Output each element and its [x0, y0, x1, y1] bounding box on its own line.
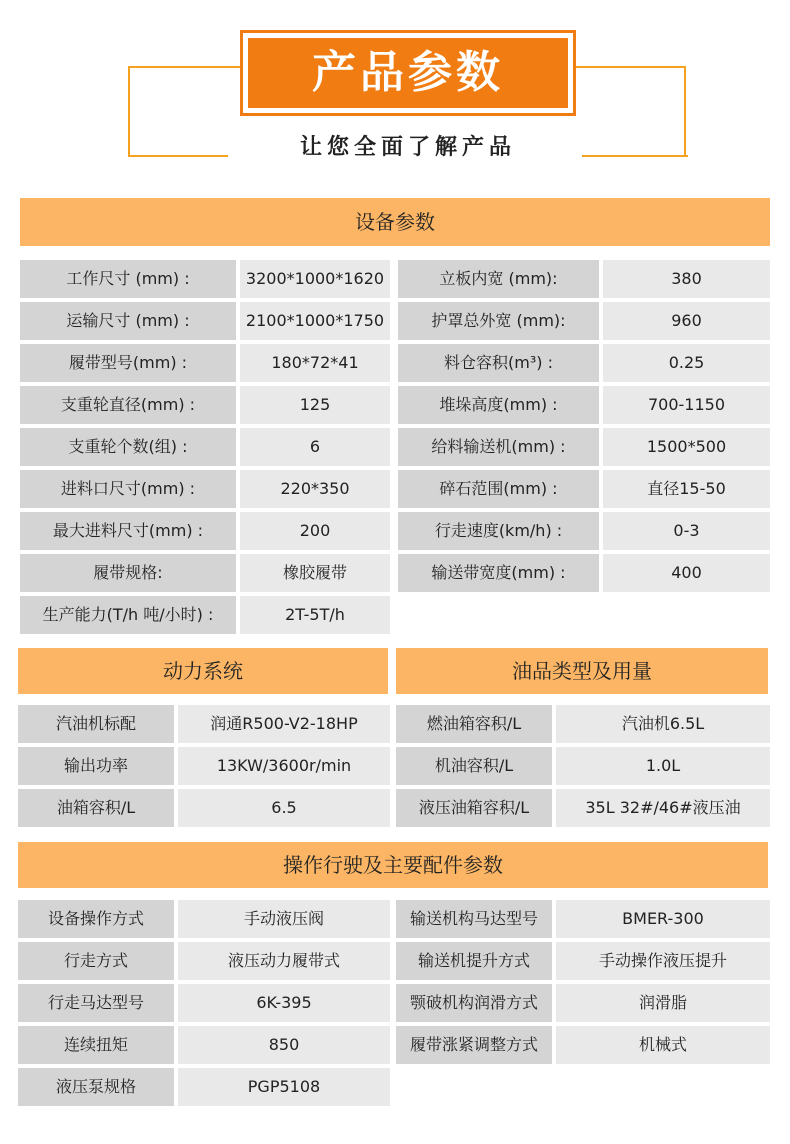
- table-value-cell: 220*350: [240, 470, 390, 508]
- table-label-cell: 机油容积/L: [396, 747, 552, 785]
- table-value-cell: 3200*1000*1620: [240, 260, 390, 298]
- table-label-cell: 运输尺寸 (mm) :: [20, 302, 236, 340]
- table-label-cell: 护罩总外宽 (mm):: [398, 302, 599, 340]
- table-value-cell: 手动液压阀: [178, 900, 390, 938]
- header-frame-left-bottom: [128, 155, 228, 157]
- table-label-cell: 料仓容积(m³) :: [398, 344, 599, 382]
- table-value-cell: 400: [603, 554, 770, 592]
- page-subtitle: 让您全面了解产品: [299, 135, 516, 160]
- table-label-cell: 输出功率: [18, 747, 174, 785]
- table-label-cell: 输送带宽度(mm) :: [398, 554, 599, 592]
- table-label-cell: 行走方式: [18, 942, 174, 980]
- table-value-cell: 700-1150: [603, 386, 770, 424]
- section-operation-title: 操作行驶及主要配件参数: [18, 842, 768, 888]
- header-frame-left: [128, 66, 240, 156]
- header-frame-right: [576, 66, 686, 156]
- table-label-cell: 液压油箱容积/L: [396, 789, 552, 827]
- table-value-cell: 200: [240, 512, 390, 550]
- table-value-cell: 润通R500-V2-18HP: [178, 705, 390, 743]
- table-value-cell: 橡胶履带: [240, 554, 390, 592]
- table-label-cell: 履带型号(mm) :: [20, 344, 236, 382]
- table-label-cell: 连续扭矩: [18, 1026, 174, 1064]
- table-value-cell: 125: [240, 386, 390, 424]
- table-value-cell: PGP5108: [178, 1068, 390, 1106]
- table-label-cell: 油箱容积/L: [18, 789, 174, 827]
- table-label-cell: 履带涨紧调整方式: [396, 1026, 552, 1064]
- table-label-cell: 进料口尺寸(mm) :: [20, 470, 236, 508]
- section-power-title: 动力系统: [18, 648, 388, 694]
- table-value-cell: 1.0L: [556, 747, 770, 785]
- table-label-cell: 堆垛高度(mm) :: [398, 386, 599, 424]
- table-label-cell: 支重轮直径(mm) :: [20, 386, 236, 424]
- table-value-cell: 180*72*41: [240, 344, 390, 382]
- section-oil-title: 油品类型及用量: [396, 648, 768, 694]
- table-label-cell: 输送机构马达型号: [396, 900, 552, 938]
- table-label-cell: 履带规格:: [20, 554, 236, 592]
- table-value-cell: 850: [178, 1026, 390, 1064]
- table-label-cell: 汽油机标配: [18, 705, 174, 743]
- table-label-cell: 工作尺寸 (mm) :: [20, 260, 236, 298]
- table-value-cell: 机械式: [556, 1026, 770, 1064]
- page-title: 产品参数: [248, 38, 568, 108]
- table-label-cell: 给料输送机(mm) :: [398, 428, 599, 466]
- table-value-cell: 960: [603, 302, 770, 340]
- table-value-cell: 0-3: [603, 512, 770, 550]
- table-label-cell: 液压泵规格: [18, 1068, 174, 1106]
- table-label-cell: 碎石范围(mm) :: [398, 470, 599, 508]
- table-value-cell: 6K-395: [178, 984, 390, 1022]
- table-value-cell: BMER-300: [556, 900, 770, 938]
- table-label-cell: 行走速度(km/h) :: [398, 512, 599, 550]
- table-value-cell: 6: [240, 428, 390, 466]
- header-frame-right-bottom: [582, 155, 688, 157]
- table-label-cell: 支重轮个数(组) :: [20, 428, 236, 466]
- table-label-cell: 输送机提升方式: [396, 942, 552, 980]
- table-label-cell: 最大进料尺寸(mm) :: [20, 512, 236, 550]
- table-label-cell: 立板内宽 (mm):: [398, 260, 599, 298]
- table-value-cell: 液压动力履带式: [178, 942, 390, 980]
- table-value-cell: 0.25: [603, 344, 770, 382]
- table-value-cell: 汽油机6.5L: [556, 705, 770, 743]
- table-label-cell: 行走马达型号: [18, 984, 174, 1022]
- table-label-cell: 燃油箱容积/L: [396, 705, 552, 743]
- table-label-cell: 生产能力(T/h 吨/小时) :: [20, 596, 236, 634]
- table-value-cell: 直径15-50: [603, 470, 770, 508]
- table-value-cell: 润滑脂: [556, 984, 770, 1022]
- table-label-cell: 设备操作方式: [18, 900, 174, 938]
- table-value-cell: 2T-5T/h: [240, 596, 390, 634]
- table-value-cell: 2100*1000*1750: [240, 302, 390, 340]
- section-equipment-title: 设备参数: [20, 198, 770, 246]
- table-label-cell: 颚破机构润滑方式: [396, 984, 552, 1022]
- table-value-cell: 1500*500: [603, 428, 770, 466]
- table-value-cell: 380: [603, 260, 770, 298]
- table-value-cell: 13KW/3600r/min: [178, 747, 390, 785]
- table-value-cell: 手动操作液压提升: [556, 942, 770, 980]
- table-value-cell: 35L 32#/46#液压油: [556, 789, 770, 827]
- table-value-cell: 6.5: [178, 789, 390, 827]
